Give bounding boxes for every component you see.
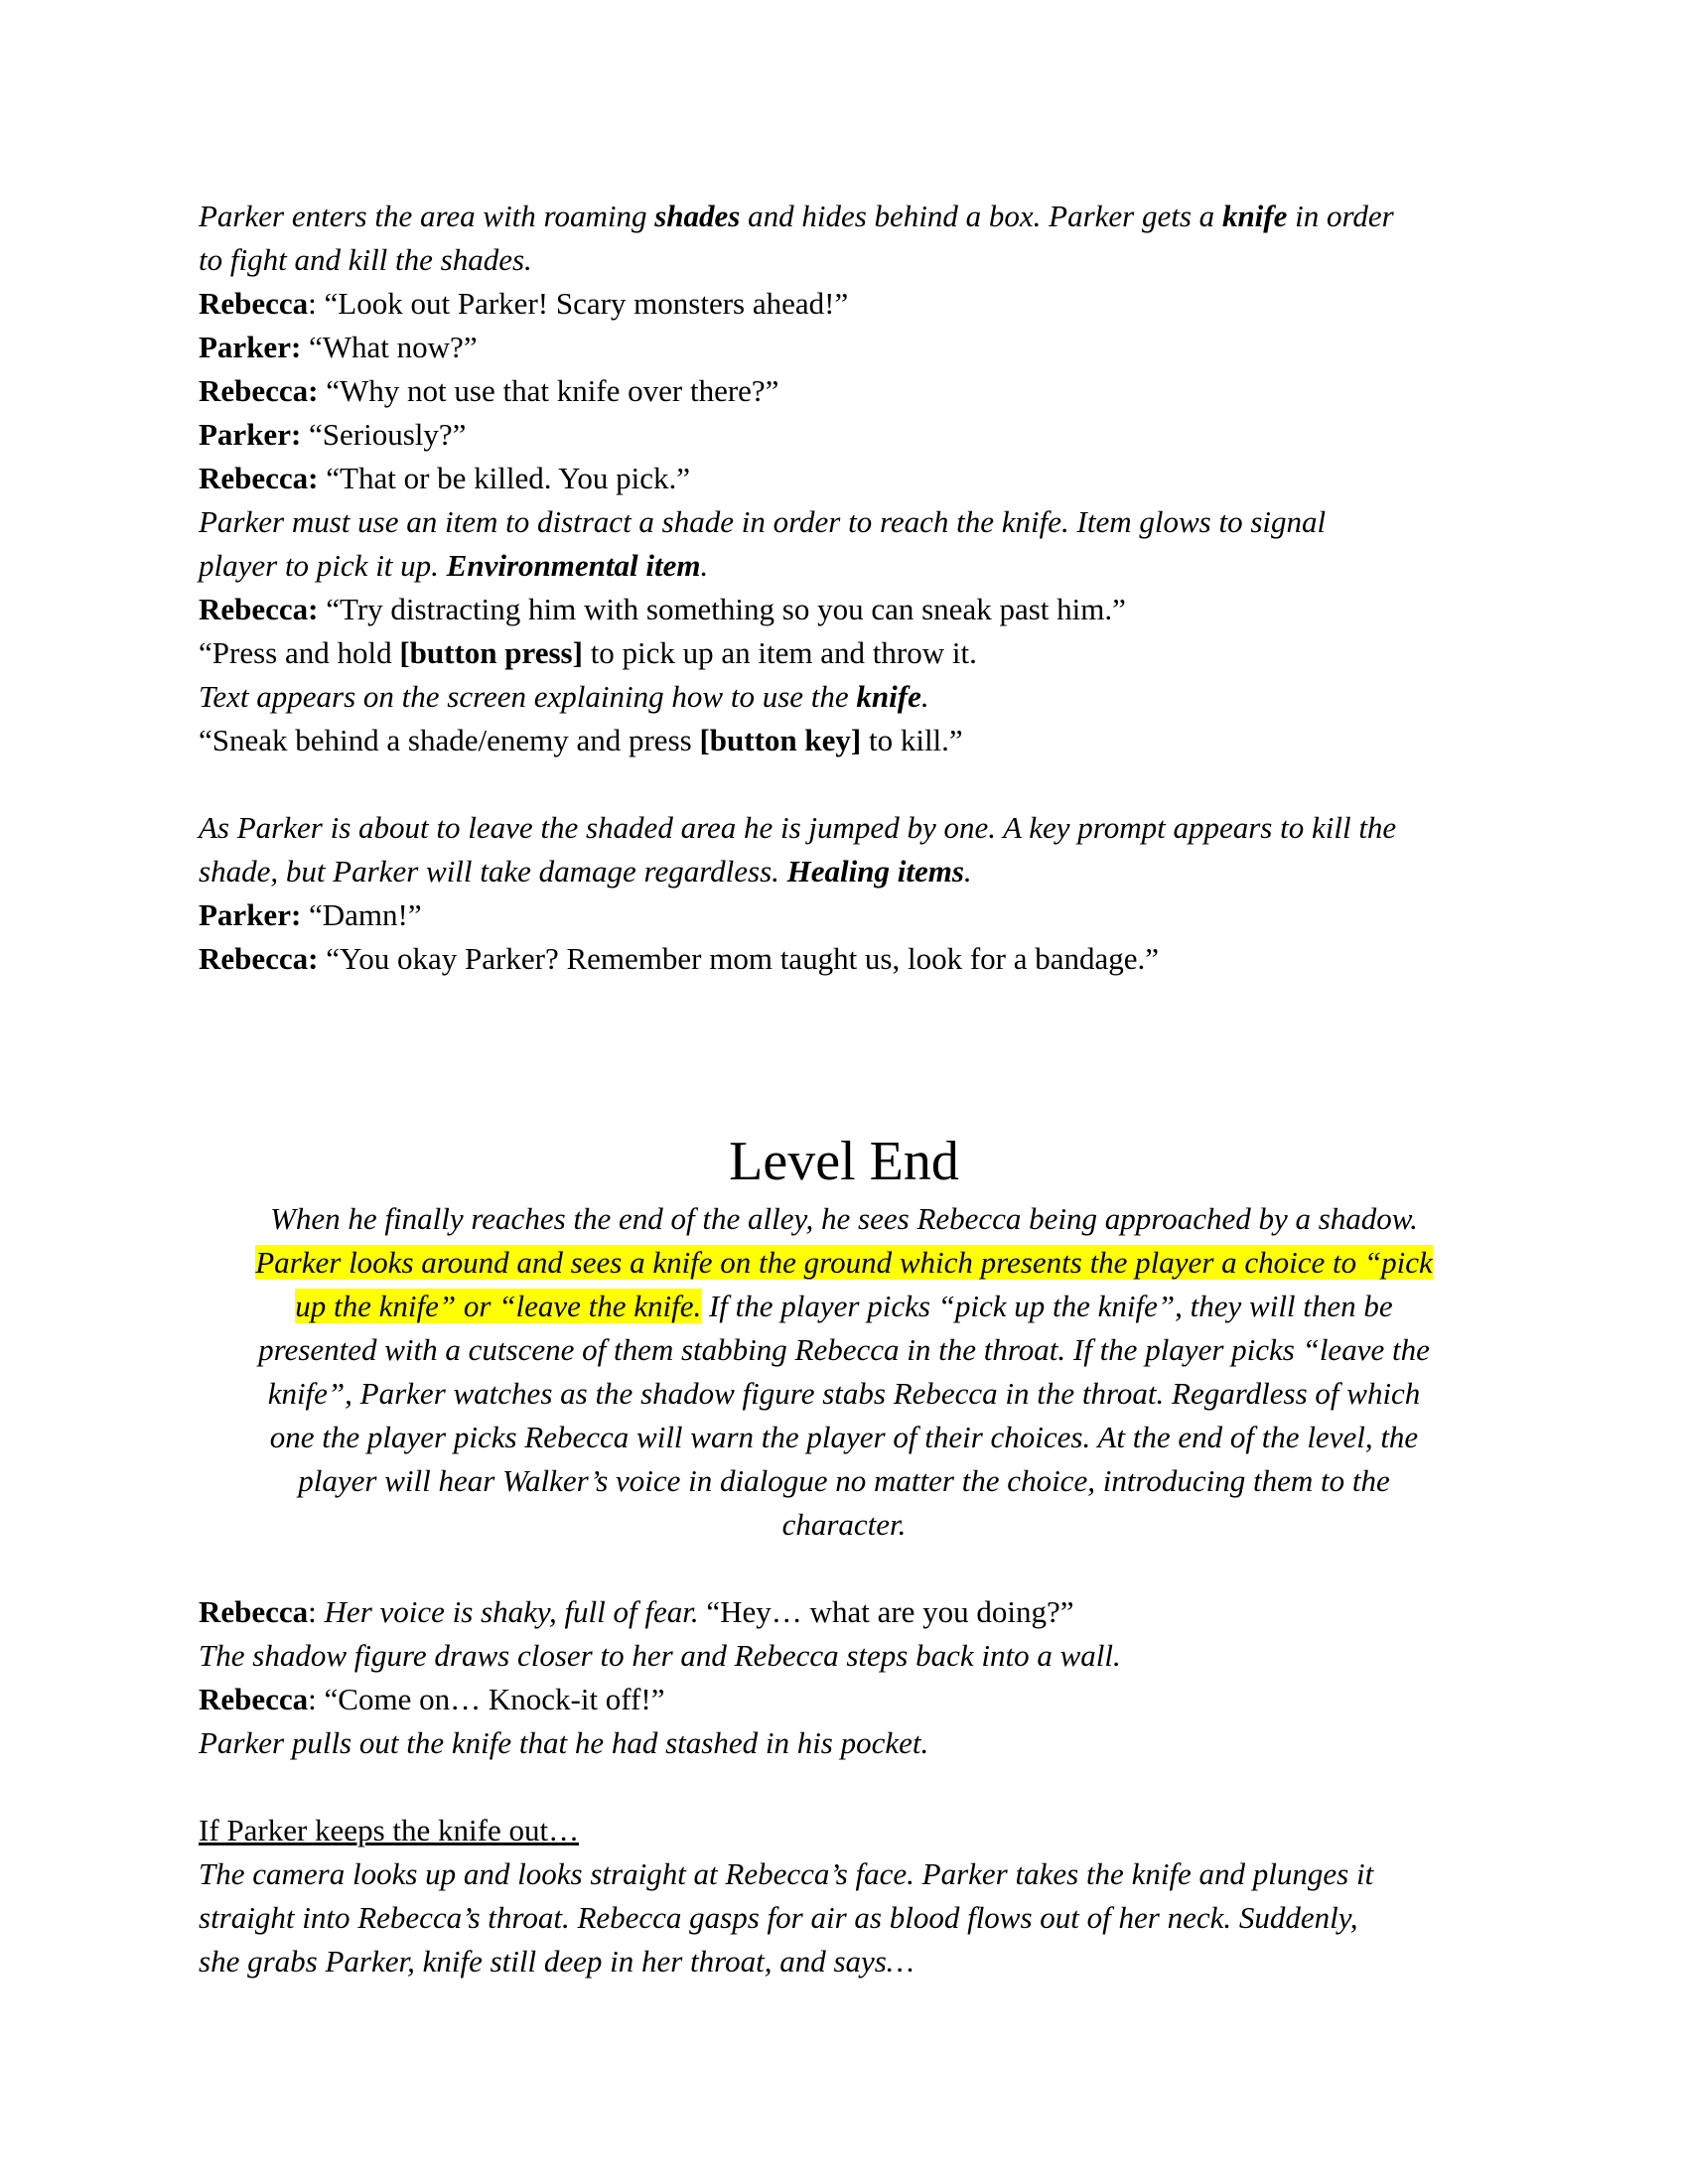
- dialogue-text: “That or be killed. You pick.”: [318, 461, 691, 495]
- highlighted-text: up the knife” or “leave the knife.: [295, 1289, 702, 1323]
- speaker-name: Rebecca:: [199, 461, 319, 495]
- stage-direction-camera-line-3: she grabs Parker, knife still deep in her throat, and says…: [199, 1944, 914, 1979]
- dialogue-text: “Seriously?”: [301, 417, 467, 452]
- stage-direction-jumped-line-1: As Parker is about to leave the shaded area he is jumped by one. A key prompt appears to kill the: [199, 810, 1397, 845]
- keyword-shades: shades: [654, 199, 741, 233]
- dialogue-text: “Damn!”: [301, 897, 422, 932]
- keyword-knife: knife: [1221, 199, 1288, 233]
- speaker-name: Rebecca:: [199, 592, 319, 626]
- stage-direction-intro-line-1: Parker enters the area with roaming shades and hides behind a box. Parker gets a knife in order: [199, 199, 1394, 233]
- keyword-environmental-item: Environmental item: [446, 548, 701, 583]
- highlighted-text: Parker looks around and sees a knife on the ground which presents the player a choice to “pick: [255, 1245, 1433, 1280]
- branch-heading: If Parker keeps the knife out…: [199, 1813, 580, 1847]
- stage-direction-camera-line-2: straight into Rebecca’s throat. Rebecca gasps for air as blood flows out of her neck. Suddenly,: [199, 1900, 1358, 1935]
- tutorial-prompt-sneak: “Sneak behind a shade/enemy and press [button key] to kill.”: [199, 723, 963, 757]
- speaker-name: Parker:: [199, 417, 302, 452]
- stage-direction-camera-line-1: The camera looks up and looks straight at Rebecca’s face. Parker takes the knife and plunges it: [199, 1856, 1374, 1891]
- dialogue-text: “Come on… Knock-it off!”: [324, 1682, 665, 1716]
- spacer: [199, 981, 1489, 1130]
- speaker-name: Rebecca:: [199, 941, 319, 976]
- stage-direction-jumped-line-2: shade, but Parker will take damage regardless. Healing items.: [199, 854, 972, 888]
- section-heading-level-end: Level End: [729, 1131, 959, 1192]
- button-key-placeholder: [button key]: [699, 723, 862, 757]
- speaker-name: Parker:: [199, 897, 302, 932]
- dialogue-line: Rebecca: Her voice is shaky, full of fear. “Hey… what are you doing?”: [199, 1594, 1074, 1629]
- dialogue-line: [199, 937, 1489, 981]
- speaker-name: Rebecca: [199, 286, 309, 321]
- summary-line-highlighted: [199, 1241, 1489, 1285]
- stage-direction-distract-line-2: player to pick it up. Environmental item.: [199, 548, 709, 583]
- dialogue-line: [199, 369, 1489, 413]
- tutorial-prompt-press: “Press and hold [button press] to pick up an item and throw it.: [199, 635, 977, 670]
- dialogue-text: “Look out Parker! Scary monsters ahead!”: [324, 286, 849, 321]
- dialogue-line: [199, 457, 1489, 500]
- speaker-name: Rebecca: [199, 1682, 309, 1716]
- speaker-name: Rebecca: [199, 1594, 309, 1629]
- dialogue-line: [199, 413, 1489, 457]
- stage-direction-figure: The shadow figure draws closer to her and Rebecca steps back into a wall.: [199, 1638, 1121, 1673]
- stage-direction-distract-line-1: Parker must use an item to distract a shade in order to reach the knife. Item glows to signal: [199, 504, 1327, 539]
- dialogue-line: [199, 588, 1489, 631]
- keyword-knife: knife: [856, 679, 921, 714]
- stage-direction-explain: Text appears on the screen explaining how to use the knife.: [199, 679, 929, 714]
- speaker-name: Rebecca:: [199, 373, 319, 408]
- stage-direction-pulls-knife: Parker pulls out the knife that he had stashed in his pocket.: [199, 1725, 929, 1760]
- spacer: [199, 1765, 1489, 1809]
- dialogue-line: Rebecca: “Come on… Knock-it off!”: [199, 1682, 665, 1716]
- spacer: [199, 1547, 1489, 1590]
- spacer: [199, 762, 1489, 806]
- dialogue-line: Rebecca: “Look out Parker! Scary monsters ahead!”: [199, 286, 849, 321]
- summary-line: presented with a cutscene of them stabbing Rebecca in the throat. If the player picks “leave the: [258, 1332, 1430, 1367]
- keyword-healing-items: Healing items: [786, 854, 964, 888]
- summary-line: character.: [781, 1507, 907, 1542]
- summary-line: up the knife” or “leave the knife. If the player picks “pick up the knife”, they will then be: [295, 1289, 1393, 1323]
- dialogue-line: [199, 326, 1489, 369]
- summary-line: one the player picks Rebecca will warn the player of their choices. At the end of the level, the: [269, 1420, 1419, 1454]
- summary-line: player will hear Walker’s voice in dialogue no matter the choice, introducing them to the: [298, 1463, 1390, 1498]
- dialogue-text: “Why not use that knife over there?”: [318, 373, 779, 408]
- dialogue-text: “Hey… what are you doing?”: [698, 1594, 1074, 1629]
- button-press-placeholder: [button press]: [399, 635, 583, 670]
- summary-line: knife”, Parker watches as the shadow figure stabs Rebecca in the throat. Regardless of which: [267, 1376, 1421, 1411]
- dialogue-text: “Try distracting him with something so you can sneak past him.”: [318, 592, 1126, 626]
- dialogue-line: [199, 893, 1489, 937]
- dialogue-action: Her voice is shaky, full of fear.: [324, 1594, 699, 1629]
- document-page: [199, 195, 1489, 1983]
- dialogue-text: “You okay Parker? Remember mom taught us, look for a bandage.”: [318, 941, 1160, 976]
- stage-direction-intro-line-2: to fight and kill the shades.: [199, 242, 532, 277]
- speaker-name: Parker:: [199, 330, 302, 364]
- dialogue-text: “What now?”: [301, 330, 478, 364]
- level-end-summary: [199, 1197, 1489, 1547]
- summary-line: When he finally reaches the end of the alley, he sees Rebecca being approached by a shadow.: [270, 1201, 1418, 1236]
